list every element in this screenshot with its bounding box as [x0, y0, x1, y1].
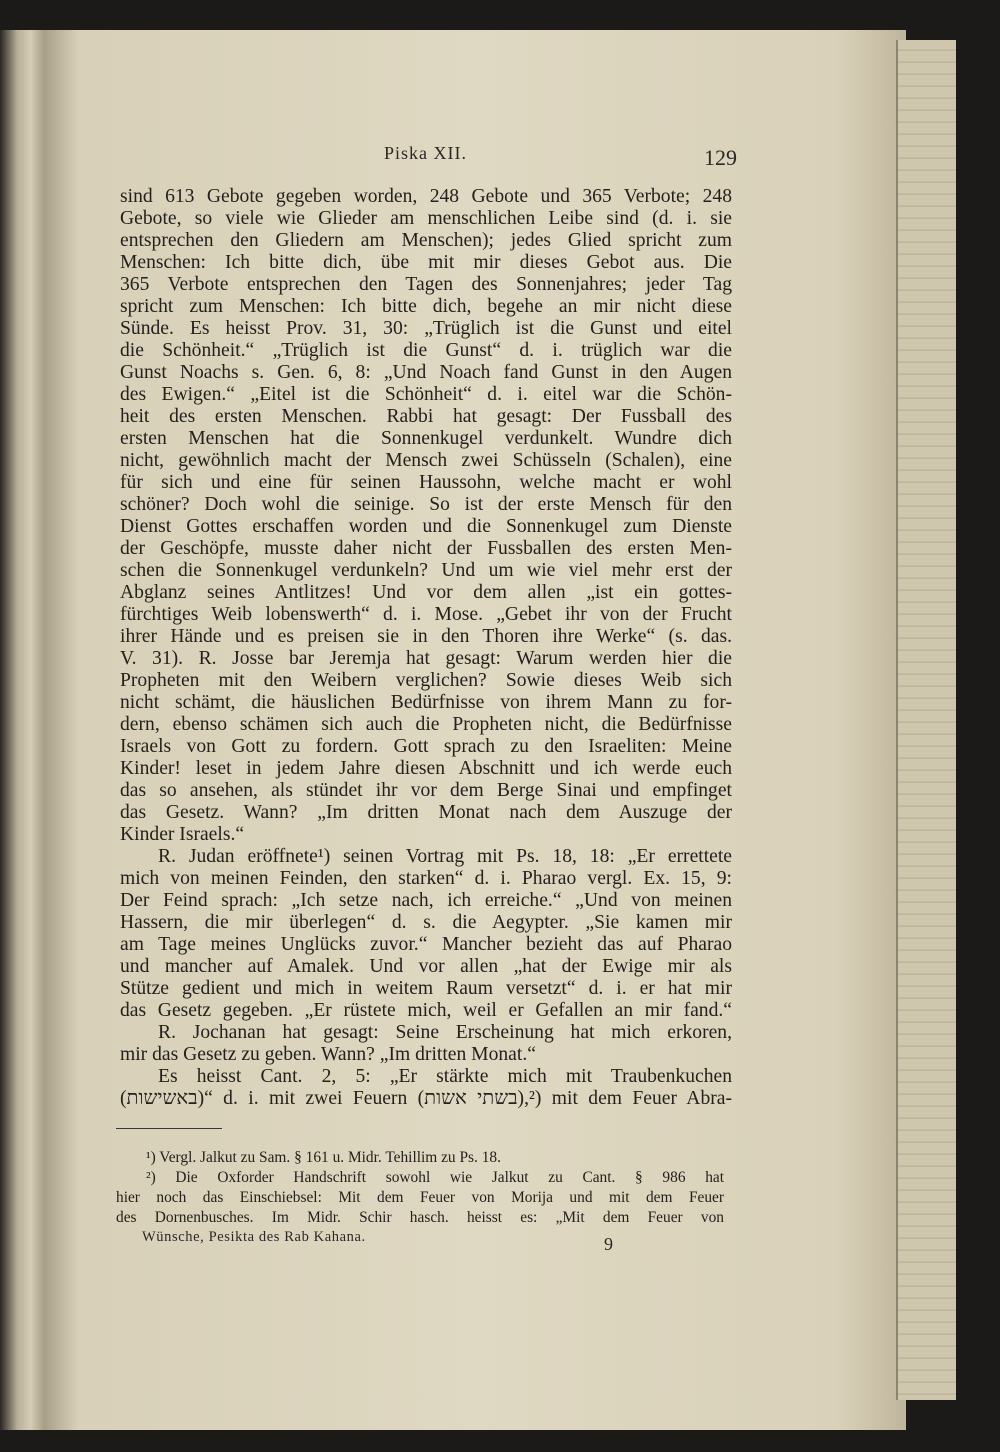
- text-line: Sünde. Es heisst Prov. 31, 30: „Trüglich ist die Gunst und eitel: [120, 318, 732, 339]
- text-line: Kinder Israels.“: [120, 824, 245, 845]
- text-line: für sich und eine für seinen Haussohn, welche macht er wohl: [120, 472, 732, 493]
- footnote-rule: [116, 1128, 222, 1129]
- text-line: das Gesetz. Wann? „Im dritten Monat nach dem Auszuge der: [120, 802, 732, 823]
- text-line: dern, ebenso schämen sich auch die Propheten nicht, die Bedürfnisse: [120, 714, 732, 735]
- text-line: Dienst Gottes erschaffen worden und die Sonnenkugel zum Dienste: [120, 516, 732, 537]
- text-line: Abglanz seines Antlitzes! Und vor dem allen „ist ein gottes-: [120, 582, 732, 603]
- printer-signature: Wünsche, Pesikta des Rab Kahana.: [142, 1229, 366, 1245]
- text-line: (באשישות)“ d. i. mit zwei Feuern (בשתי אשות),²) mit dem Feuer Abra-: [120, 1088, 732, 1109]
- text-line: der Geschöpfe, musste daher nicht der Fussballen des ersten Men-: [120, 538, 732, 559]
- text-line: sind 613 Gebote gegeben worden, 248 Gebote und 365 Verbote; 248: [120, 186, 732, 207]
- text-line: Menschen: Ich bitte dich, übe mit mir dieses Gebot aus. Die: [120, 252, 732, 273]
- text-line: 365 Verbote entsprechen den Tagen des Sonnenjahres; jeder Tag: [120, 274, 732, 295]
- text-line: Gunst Noachs s. Gen. 6, 8: „Und Noach fand Gunst in den Augen: [120, 362, 732, 383]
- footnotes: [116, 1148, 724, 1228]
- left-page-edge: [0, 30, 44, 1430]
- footnote-line: ¹) Vergl. Jalkut zu Sam. § 161 u. Midr. Tehillim zu Ps. 18.: [146, 1149, 501, 1166]
- text-line: mir das Gesetz zu geben. Wann? „Im dritten Monat.“: [120, 1044, 536, 1065]
- text-line: ihrer Hände und es preisen sie in den Thoren ihre Werke“ (s. das.: [120, 626, 732, 647]
- text-line: das so ansehen, als stündet ihr vor dem Berge Sinai und empfinget: [120, 780, 732, 801]
- text-line: nicht schämt, die häuslichen Bedürfnisse von ihrem Mann zu for-: [120, 692, 732, 713]
- text-line: schöner? Doch wohl die seinige. So ist der erste Mensch für den: [120, 494, 732, 515]
- text-line: Gebote, so viele wie Glieder am menschlichen Leibe sind (d. i. sie: [120, 208, 732, 229]
- text-line: R. Jochanan hat gesagt: Seine Erscheinung hat mich erkoren,: [158, 1022, 732, 1043]
- body-text: [120, 186, 732, 1110]
- text-line: mich von meinen Feinden, den starken“ d. i. Pharao vergl. Ex. 15, 9:: [120, 868, 732, 889]
- text-line: Es heisst Cant. 2, 5: „Er stärkte mich mit Traubenkuchen: [158, 1066, 732, 1087]
- text-line: Der Feind sprach: „Ich setze nach, ich erreiche.“ „Und von meinen: [120, 890, 732, 911]
- text-line: R. Judan eröffnete¹) seinen Vortrag mit Ps. 18, 18: „Er errettete: [158, 846, 732, 867]
- text-line: des Ewigen.“ „Eitel ist die Schönheit“ d. i. eitel war die Schön-: [120, 384, 732, 405]
- text-line: das Gesetz gegeben. „Er rüstete mich, weil er Gefallen an mir fand.“: [120, 1000, 732, 1021]
- text-line: ersten Menschen hat die Sonnenkugel verdunkelt. Wundre dich: [120, 428, 732, 449]
- text-line: entsprechen den Gliedern am Menschen); jedes Glied spricht zum: [120, 230, 732, 251]
- text-line: schen die Sonnenkugel verdunkeln? Und um wie viel mehr erst der: [120, 560, 732, 581]
- text-line: Stütze gedient und mich in weitem Raum versetzt“ d. i. er hat mir: [120, 978, 732, 999]
- text-line: spricht zum Menschen: Ich bitte dich, begehe an mir nicht diese: [120, 296, 732, 317]
- text-line: am Tage meines Unglücks zuvor.“ Mancher bezieht das auf Pharao: [120, 934, 732, 955]
- text-line: fürchtiges Weib lobenswerth“ d. i. Mose. „Gebet ihr von der Frucht: [120, 604, 732, 625]
- running-head: Piska XII.: [384, 143, 467, 163]
- text-line: heit des ersten Menschen. Rabbi hat gesagt: Der Fussball des: [120, 406, 732, 427]
- sheet-number: 9: [604, 1234, 613, 1254]
- text-line: V. 31). R. Josse bar Jeremja hat gesagt: Warum werden hier die: [120, 648, 732, 669]
- text-line: nicht, gewöhnlich macht der Mensch zwei Schüsseln (Schalen), eine: [120, 450, 732, 471]
- footnote-line: hier noch das Einschiebsel: Mit dem Feuer von Morija und mit dem Feuer: [116, 1189, 724, 1206]
- footnote-line: des Dornenbusches. Im Midr. Schir hasch. heisst es: „Mit dem Feuer von: [116, 1209, 724, 1226]
- text-line: Kinder! leset in jedem Jahre diesen Abschnitt und ich werde euch: [120, 758, 732, 779]
- text-line: Hassern, die mir überlegen“ d. s. die Aegypter. „Sie kamen mir: [120, 912, 732, 933]
- text-line: Propheten mit den Weibern verglichen? Sowie dieses Weib sich: [120, 670, 732, 691]
- text-line: und mancher auf Amalek. Und vor allen „hat der Ewige mir als: [120, 956, 732, 977]
- text-line: die Schönheit.“ „Trüglich ist die Gunst“ d. i. trüglich war die: [120, 340, 732, 361]
- page-stack-edge: [896, 40, 956, 1400]
- text-line: Israels von Gott zu fordern. Gott sprach zu den Israeliten: Meine: [120, 736, 732, 757]
- footnote-line: ²) Die Oxforder Handschrift sowohl wie Jalkut zu Cant. § 986 hat: [146, 1169, 724, 1186]
- page-number: 129: [704, 145, 737, 170]
